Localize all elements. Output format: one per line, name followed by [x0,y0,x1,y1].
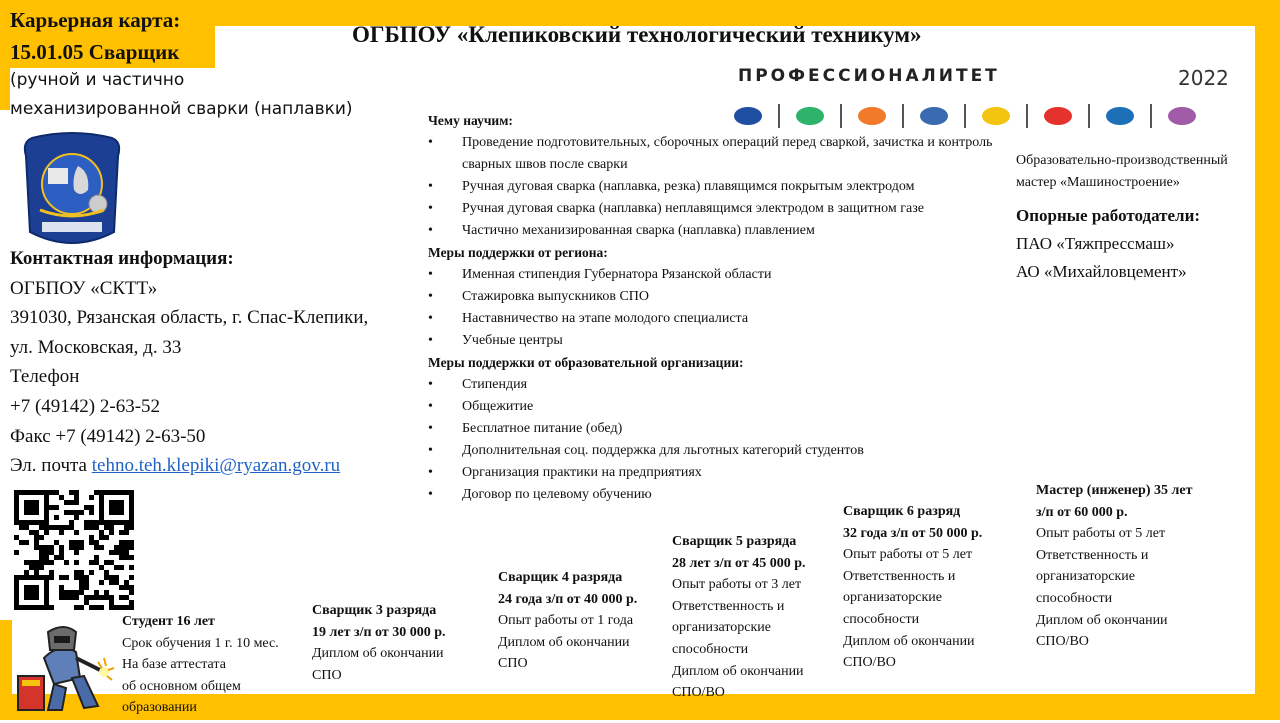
stage-title: Сварщик 6 разряд [843,504,961,519]
stage-line: способности [672,641,749,657]
stage-title: Сварщик 5 разряда [672,534,797,549]
stage-line: На базе аттестата [122,657,226,673]
stage-line: образовании [122,700,197,716]
stage-line: способности [1036,590,1113,606]
org-support-list [428,374,1008,506]
stage-salary: 19 лет з/п от 30 000 р. [312,624,446,640]
contact-email-link[interactable]: tehno.teh.klepiki@ryazan.gov.ru [91,455,341,477]
stage-title: Сварщик 3 разряда [312,603,437,618]
stage-title: Мастер (инженер) 35 лет [1036,483,1193,498]
professionalitet-logo [728,60,1229,90]
stage-line: Срок обучения 1 г. 10 мес. [122,635,279,651]
contact-header: Контактная информация: [10,248,234,269]
stage-line: организаторские [1036,569,1135,585]
career-heading-line1: Карьерная карта: [10,8,181,32]
contact-org: ОГБПОУ «СКТТ» [10,277,158,299]
contact-email-row [10,451,368,481]
stage-title: Сварщик 4 разряда [498,570,623,585]
stage-line: СПО [312,667,342,683]
logo-year: 2022 [1178,66,1229,90]
stage-line: Диплом об окончании [843,633,975,649]
stage-line: организаторские [672,620,771,636]
logo-text: ПРОФЕССИОНАЛИТЕТ [738,66,1000,86]
learn-item: • Частично механизированная сварка (наплавка) плавлением [428,220,1008,242]
stage-line: СПО [498,656,528,672]
contact-phone-label: Телефон [10,366,80,388]
org-support-item: • Общежитие [428,396,1008,418]
stage-line: Диплом об окончании [672,663,804,679]
contact-block [10,244,368,481]
learn-list [428,132,1008,242]
career-subtitle [10,66,353,124]
org-support-item: • Бесплатное питание (обед) [428,418,1008,440]
org-support-item: • Договор по целевому обучению [428,484,1008,506]
stage-line: Ответственность и [843,568,956,584]
org-support-item: • Организация практики на предприятиях [428,462,1008,484]
region-item: • Учебные центры [428,330,1008,352]
stage-title: Студент 16 лет [122,614,215,629]
stage-salary: 32 года з/п от 50 000 р. [843,525,983,541]
stage-line: СПО/ВО [1036,634,1089,650]
frame-right [1255,0,1280,720]
stage-line: СПО/ВО [672,685,725,701]
region-item: • Наставничество на этапе молодого специалиста [428,308,1008,330]
learn-item: • Ручная дуговая сварка (наплавка) неплавящимся электродом в защитном газе [428,198,1008,220]
contact-address-line2: ул. Московская, д. 33 [10,336,182,358]
stage-line: Диплом об окончании [1036,612,1168,628]
career-heading [10,4,180,68]
stage-line: СПО/ВО [843,655,896,671]
stage-line: Опыт работы от 1 года [498,613,634,629]
region-list [428,264,1008,352]
contact-fax: Факс +7 (49142) 2-63-50 [10,425,206,447]
contact-phone: +7 (49142) 2-63-52 [10,395,161,417]
org-support-item: • Дополнительная соц. поддержка для льготных категорий студентов [428,440,1008,462]
employers-header: Опорные работодатели: [1016,206,1201,225]
stage-line: Диплом об окончании [312,646,444,662]
frame-left-bottom [0,620,12,720]
stage-welder-5 [672,531,806,704]
stage-master [1036,480,1192,653]
stage-line: Опыт работы от 5 лет [843,547,973,563]
career-sub-line1: (ручной и частично [10,70,185,90]
org-support-header: Меры поддержки от образовательной организации: [428,355,744,370]
stage-line: Опыт работы от 3 лет [672,577,802,593]
qr-code[interactable] [14,490,134,610]
welder-illustration [14,618,120,718]
region-item: • Именная стипендия Губернатора Рязанской области [428,264,1008,286]
right-column [1016,150,1228,286]
contact-address-line1: 391030, Рязанская область, г. Спас-Клепики, [10,307,369,329]
stage-line: Диплом об окончании [498,634,630,650]
career-heading-line2: 15.01.05 Сварщик [10,40,180,64]
stage-line: организаторские [843,590,942,606]
stage-welder-6 [843,501,982,674]
stage-salary: 28 лет з/п от 45 000 р. [672,555,806,571]
career-sub-line2: механизированной сварки (наплавки) [10,99,353,119]
region-header: Меры поддержки от региона: [428,245,608,260]
org-support-item: • Стипендия [428,374,1008,396]
master-line1: Образовательно-производственный [1016,153,1228,168]
page-title: ОГБПОУ «Клепиковский технологический техникум» [352,22,922,47]
stage-welder-3 [312,600,446,686]
master-line2: мастер «Машиностроение» [1016,175,1180,190]
stage-line: Ответственность и [672,598,785,614]
stage-line: об основном общем [122,678,241,694]
logo-mark-icon [1168,107,1196,125]
stage-welder-4 [498,567,637,675]
region-item: • Стажировка выпускников СПО [428,286,1008,308]
contact-email-label: Эл. почта [10,455,92,477]
learn-item: • Проведение подготовительных, сборочных операций перед сваркой, зачистка и контроль сварных швов после сварки [428,132,1008,176]
logo-mark-icon [1106,107,1134,125]
employer-item: АО «Михайловцемент» [1016,262,1187,281]
learn-item: • Ручная дуговая сварка (наплавка, резка) плавящимся покрытым электродом [428,176,1008,198]
employer-item: ПАО «Тяжпрессмаш» [1016,234,1175,253]
learn-header: Чему научим: [428,113,513,128]
stage-line: Ответственность и [1036,547,1149,563]
college-emblem [18,132,126,254]
stage-student [122,611,279,719]
stage-salary: з/п от 60 000 р. [1036,504,1128,520]
stage-line: Опыт работы от 5 лет [1036,526,1166,542]
logo-mark-icon [1044,107,1072,125]
stage-line: способности [843,611,920,627]
stage-salary: 24 года з/п от 40 000 р. [498,591,638,607]
info-column [428,110,1008,506]
